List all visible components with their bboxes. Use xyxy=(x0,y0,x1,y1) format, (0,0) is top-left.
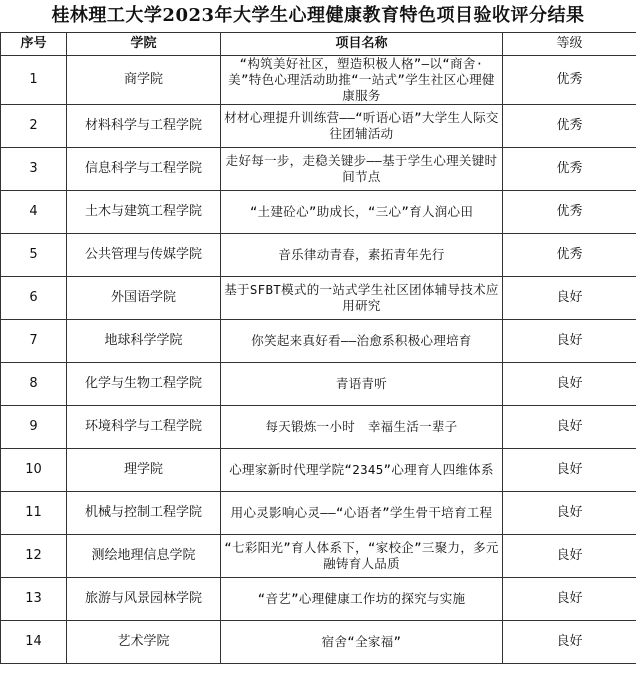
cell-number: 11 xyxy=(1,492,67,535)
cell-college: 土木与建筑工程学院 xyxy=(67,191,221,234)
cell-grade: 良好 xyxy=(503,621,636,664)
table-row xyxy=(1,105,636,148)
cell-project: “土建砼心”助成长，“三心”育人润心田 xyxy=(221,191,503,234)
cell-project: 基于SFBT模式的一站式学生社区团体辅导技术应用研究 xyxy=(221,277,503,320)
header-college: 学院 xyxy=(67,33,221,56)
cell-grade: 良好 xyxy=(503,492,636,535)
cell-number: 12 xyxy=(1,535,67,578)
cell-number: 13 xyxy=(1,578,67,621)
cell-number: 7 xyxy=(1,320,67,363)
cell-grade: 优秀 xyxy=(503,234,636,277)
table-row xyxy=(1,578,636,621)
cell-college: 化学与生物工程学院 xyxy=(67,363,221,406)
cell-project: 音乐律动青春，素拓青年先行 xyxy=(221,234,503,277)
cell-college: 材料科学与工程学院 xyxy=(67,105,221,148)
cell-college: 信息科学与工程学院 xyxy=(67,148,221,191)
cell-project: 你笑起来真好看——治愈系积极心理培育 xyxy=(221,320,503,363)
cell-college: 测绘地理信息学院 xyxy=(67,535,221,578)
table-row xyxy=(1,363,636,406)
cell-number: 1 xyxy=(1,56,67,105)
document-title: 桂林理工大学2023年大学生心理健康教育特色项目验收评分结果 xyxy=(51,5,585,26)
cell-grade: 良好 xyxy=(503,277,636,320)
cell-grade: 优秀 xyxy=(503,105,636,148)
cell-number: 2 xyxy=(1,105,67,148)
table-row xyxy=(1,191,636,234)
table-row xyxy=(1,234,636,277)
cell-grade: 良好 xyxy=(503,320,636,363)
cell-college: 公共管理与传媒学院 xyxy=(67,234,221,277)
table-body xyxy=(1,56,636,664)
table-row xyxy=(1,148,636,191)
cell-project: 宿舍“全家福” xyxy=(221,621,503,664)
table-row xyxy=(1,406,636,449)
cell-grade: 良好 xyxy=(503,535,636,578)
header-number: 序号 xyxy=(1,33,67,56)
cell-college: 商学院 xyxy=(67,56,221,105)
table-header-row xyxy=(1,33,636,56)
cell-college: 机械与控制工程学院 xyxy=(67,492,221,535)
cell-project: 走好每一步，走稳关键步——基于学生心理关键时间节点 xyxy=(221,148,503,191)
cell-number: 5 xyxy=(1,234,67,277)
cell-grade: 良好 xyxy=(503,578,636,621)
cell-number: 6 xyxy=(1,277,67,320)
table-row xyxy=(1,492,636,535)
cell-college: 艺术学院 xyxy=(67,621,221,664)
cell-project: 材材心理提升训练营——“听语心语”大学生人际交往团辅活动 xyxy=(221,105,503,148)
cell-number: 9 xyxy=(1,406,67,449)
cell-project: 心理家新时代理学院“2345”心理育人四维体系 xyxy=(221,449,503,492)
cell-project: “构筑美好社区，塑造积极人格”—以“商舍·美”特色心理活动助推“一站式”学生社区心理健康服务 xyxy=(221,56,503,105)
cell-number: 4 xyxy=(1,191,67,234)
cell-grade: 良好 xyxy=(503,363,636,406)
table-row xyxy=(1,621,636,664)
cell-number: 10 xyxy=(1,449,67,492)
cell-number: 14 xyxy=(1,621,67,664)
cell-project: “七彩阳光”育人体系下，“家校企”三聚力，多元融铸育人品质 xyxy=(221,535,503,578)
cell-grade: 优秀 xyxy=(503,56,636,105)
cell-grade: 优秀 xyxy=(503,148,636,191)
cell-number: 3 xyxy=(1,148,67,191)
cell-project: 每天锻炼一小时 幸福生活一辈子 xyxy=(221,406,503,449)
results-table xyxy=(0,32,636,664)
cell-college: 外国语学院 xyxy=(67,277,221,320)
cell-college: 理学院 xyxy=(67,449,221,492)
header-grade: 等级 xyxy=(503,33,636,56)
cell-college: 地球科学学院 xyxy=(67,320,221,363)
header-project: 项目名称 xyxy=(221,33,503,56)
cell-college: 旅游与风景园林学院 xyxy=(67,578,221,621)
cell-number: 8 xyxy=(1,363,67,406)
table-row xyxy=(1,535,636,578)
cell-project: “音艺”心理健康工作坊的探究与实施 xyxy=(221,578,503,621)
cell-grade: 良好 xyxy=(503,449,636,492)
table-row xyxy=(1,320,636,363)
cell-grade: 良好 xyxy=(503,406,636,449)
table-row xyxy=(1,56,636,105)
table-row xyxy=(1,277,636,320)
cell-grade: 优秀 xyxy=(503,191,636,234)
cell-college: 环境科学与工程学院 xyxy=(67,406,221,449)
table-row xyxy=(1,449,636,492)
cell-project: 用心灵影响心灵——“心语者”学生骨干培育工程 xyxy=(221,492,503,535)
cell-project: 青语青听 xyxy=(221,363,503,406)
